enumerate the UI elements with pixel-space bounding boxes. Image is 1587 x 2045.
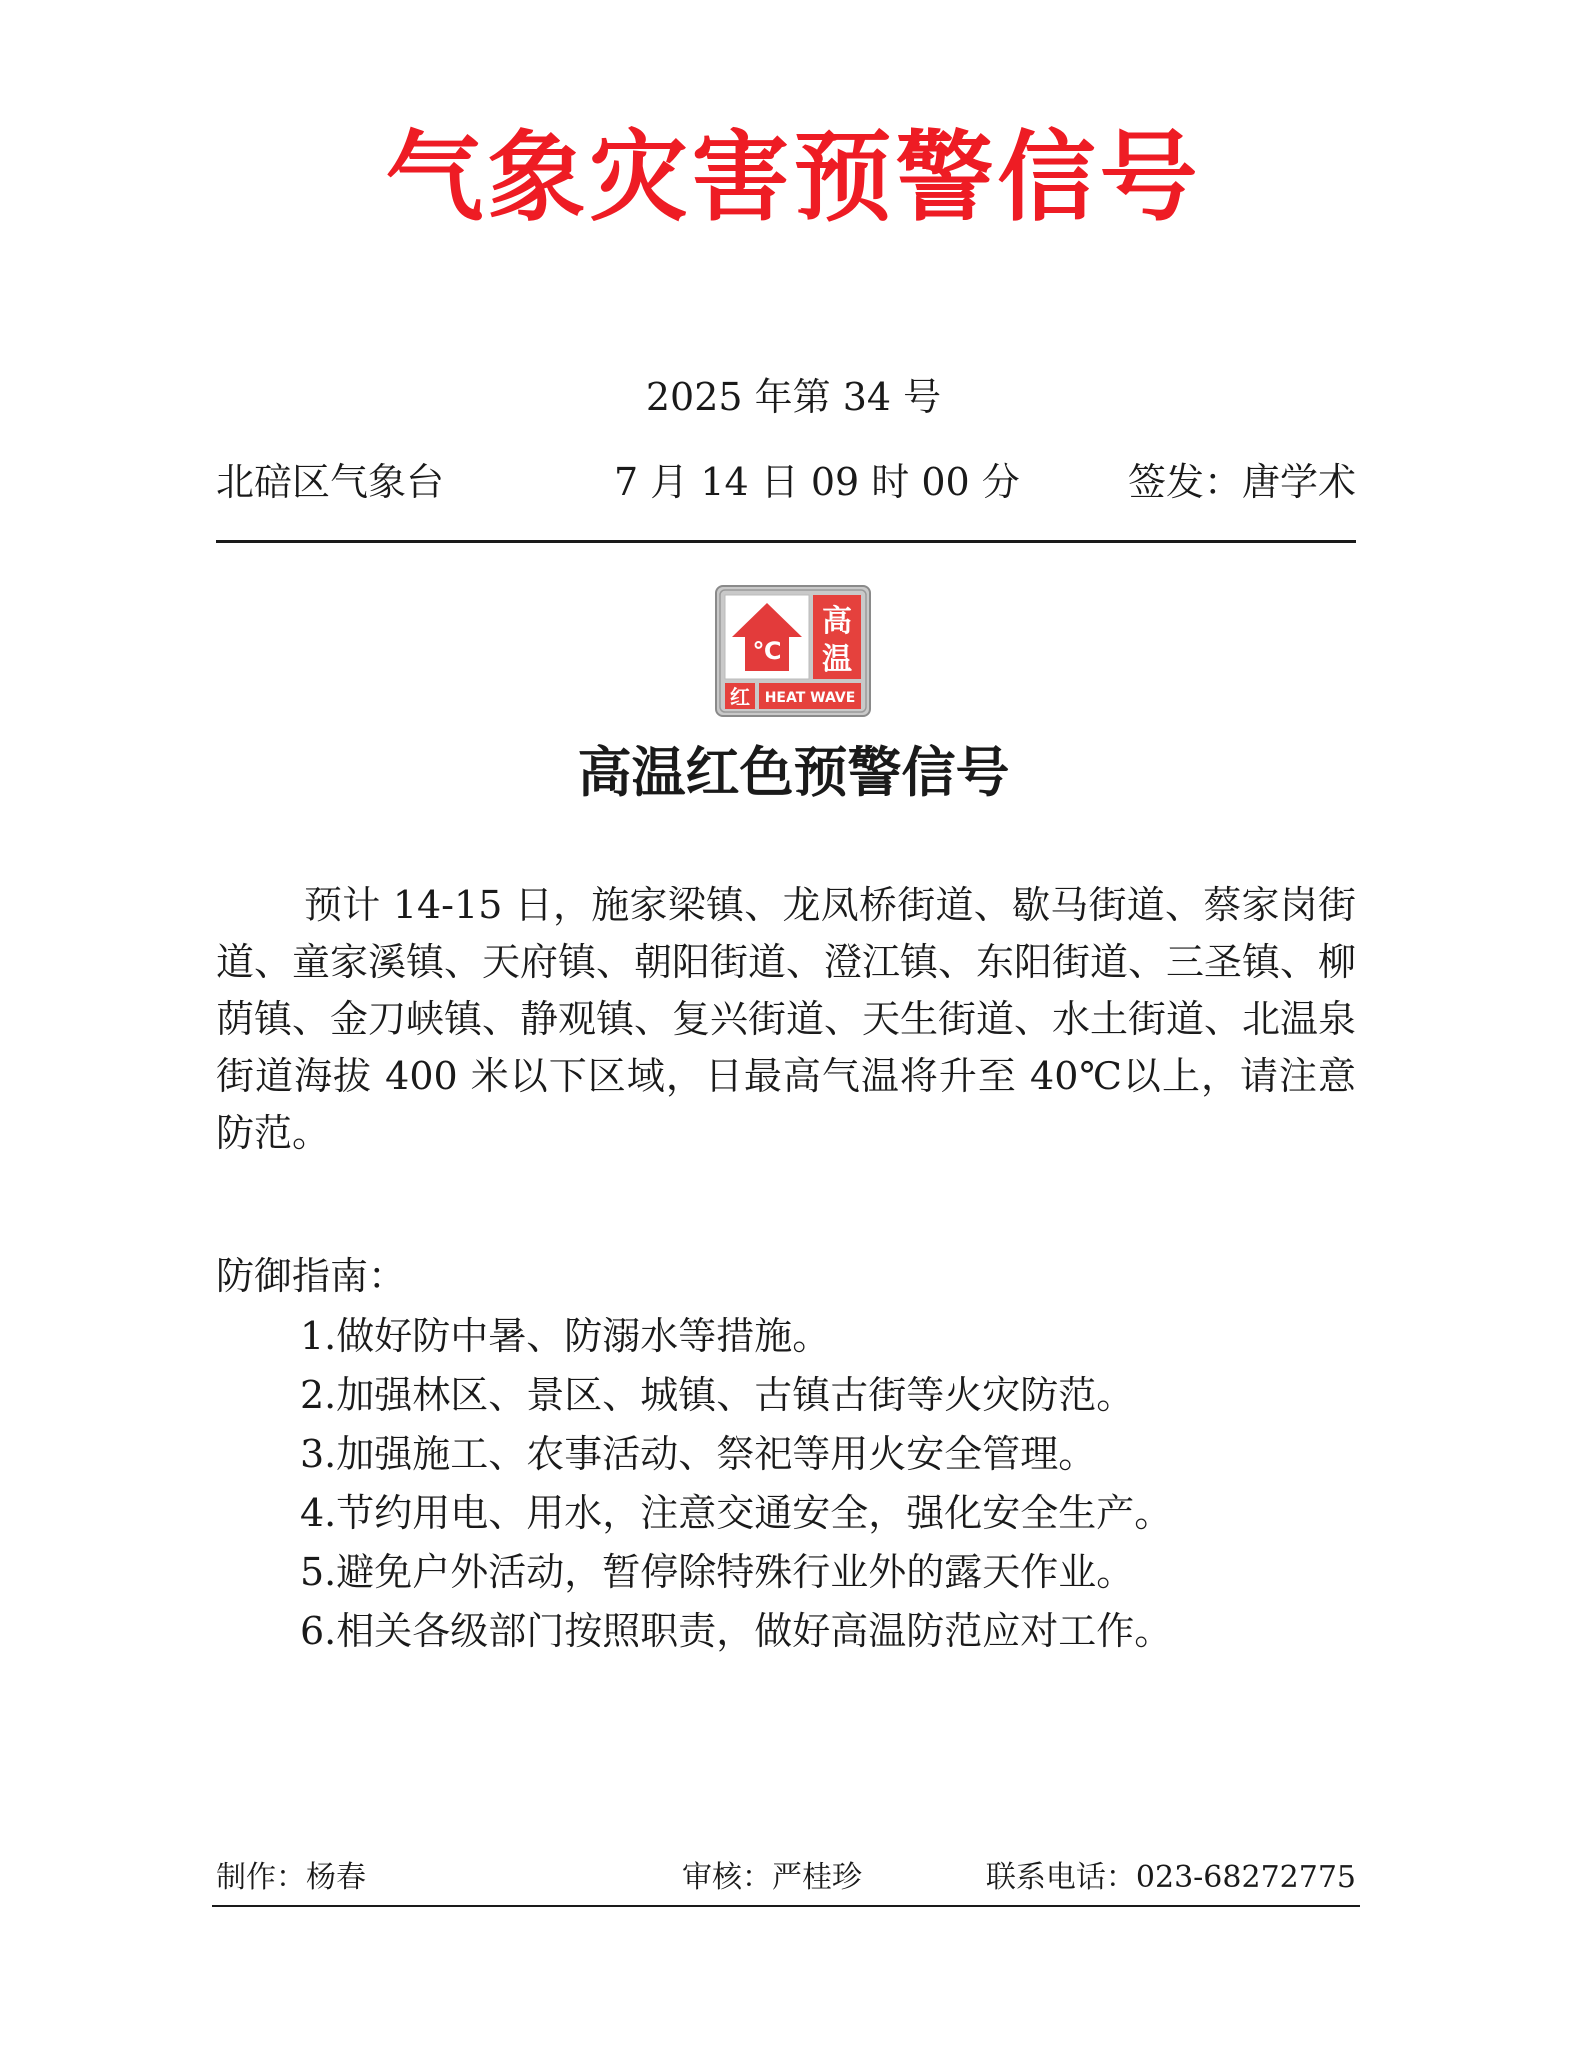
signer: 签发：唐学术 [1127,460,1356,504]
issue-number: 2025 年第 34 号 [645,375,942,419]
guide-item: 6.相关各级部门按照职责，做好高温防范应对工作。 [300,1609,1173,1653]
issue-time: 7 月 14 日 09 时 00 分 [614,460,1020,504]
icon-label-bottom: 温 [822,642,852,677]
guide-item: 3.加强施工、农事活动、祭祀等用火安全管理。 [300,1432,1097,1476]
footer-reviewer: 审核：严桂珍 [682,1860,862,1895]
footer-maker: 制作：杨春 [216,1860,366,1895]
defense-guide-title: 防御指南： [216,1254,407,1298]
footer-phone: 联系电话：023-68272775 [985,1860,1356,1895]
icon-english-label: HEAT WAVE [764,690,856,706]
issuer: 北碚区气象台 [216,460,445,504]
heat-wave-red-warning-icon [715,585,871,717]
warning-body: 预计 14-15 日，施家梁镇、龙凤桥街道、歇马街道、蔡家岗街道、童家溪镇、天府镇、朝阳街道、澄江镇、东阳街道、三圣镇、柳荫镇、金刀峡镇、静观镇、复兴街道、天生街道、水土街道、北温泉街道海拔 400 米以下区域，日最高气温将升至 40℃以上，请注意防范。 [216,883,1357,1155]
footer [216,1856,1356,1900]
icon-label-top: 高 [822,604,852,639]
icon-level-char: 红 [730,685,750,709]
header-divider [216,540,1356,543]
footer-divider [212,1905,1360,1907]
guide-item: 4.节约用电、用水，注意交通安全，强化安全生产。 [300,1491,1173,1535]
guide-item: 5.避免户外活动，暂停除特殊行业外的露天作业。 [300,1550,1135,1594]
document-header: 气象灾害预警信号 [385,121,1202,235]
meta-row [216,457,1356,507]
defense-guide-list [300,1307,1356,1661]
degree-celsius-symbol: ℃ [752,637,782,665]
warning-title: 高温红色预警信号 [577,741,1010,804]
guide-item: 1.做好防中暑、防溺水等措施。 [300,1314,831,1358]
guide-item: 2.加强林区、景区、城镇、古镇古街等火灾防范。 [300,1373,1135,1417]
